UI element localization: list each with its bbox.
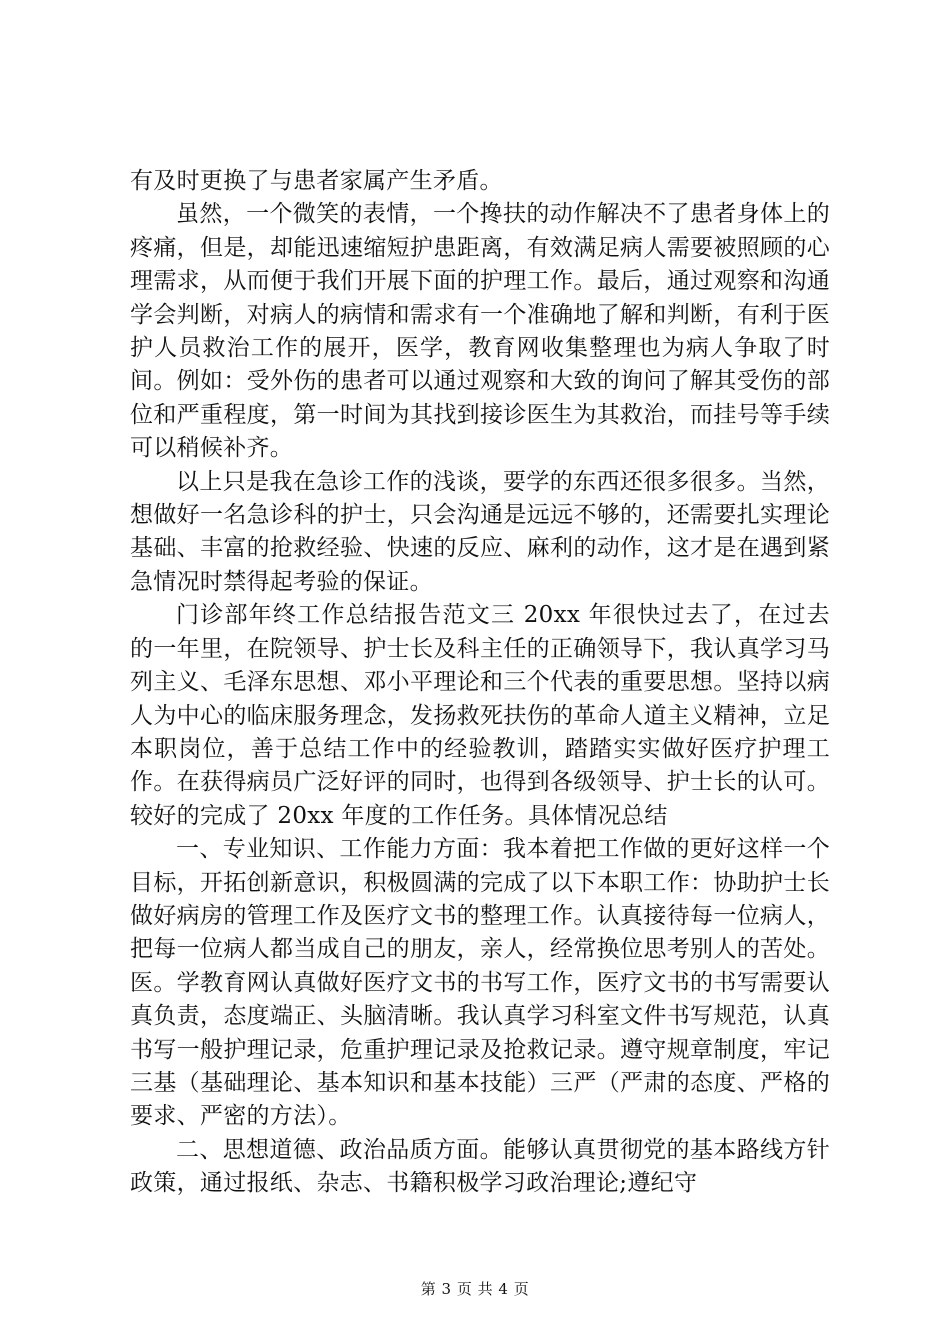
- document-body: [130, 165, 830, 1201]
- paragraph-continuation: 有及时更换了与患者家属产生矛盾。: [130, 168, 503, 194]
- paragraph-annual-report-intro: 门诊部年终工作总结报告范文三 20xx 年很快过去了，在过去的一年里，在院领导、护士长及科主任的正确领导下，我认真学习马列主义、毛泽东思想、邓小平理论和三个代表的重要思想。坚持以病人为中心的临床服务理念，发扬救死扶伤的革命人道主义精神，立足本职岗位，善于总结工作中的经验教训，踏踏实实做好医疗护理工作。在获得病员广泛好评的同时，也得到各级领导、护士长的认可。较好的完成了 20xx 年度的工作任务。具体情况总结: [130, 602, 830, 829]
- paragraph-emergency-summary: 以上只是我在急诊工作的浅谈，要学的东西还很多很多。当然，想做好一名急诊科的护士，只会沟通是远远不够的，还需要扎实理论基础、丰富的抢救经验、快速的反应、麻利的动作，这才是在遇到紧急情况时禁得起考验的保证。: [130, 468, 830, 595]
- page-footer: 第 3 页 共 4 页: [420, 1280, 530, 1298]
- paragraph-political-ethics: 二、思想道德、政治品质方面。能够认真贯彻党的基本路线方针政策，通过报纸、杂志、书籍积极学习政治理论;遵纪守: [130, 1136, 830, 1197]
- paragraph-communication: 虽然，一个微笑的表情，一个搀扶的动作解决不了患者身体上的疼痛，但是，却能迅速缩短护患距离，有效满足病人需要被照顾的心理需求，从而便于我们开展下面的护理工作。最后，通过观察和沟通学会判断，对病人的病情和需求有一个准确地了解和判断，有利于医护人员救治工作的展开，医学，教育网收集整理也为病人争取了时间。例如：受外伤的患者可以通过观察和大致的询问了解其受伤的部位和严重程度，第一时间为其找到接诊医生为其救治，而挂号等手续可以稍候补齐。: [130, 201, 830, 462]
- paragraph-professional-skills: 一、专业知识、工作能力方面：我本着把工作做的更好这样一个目标，开拓创新意识，积极圆满的完成了以下本职工作：协助护士长做好病房的管理工作及医疗文书的整理工作。认真接待每一位病人，把每一位病人都当成自己的朋友，亲人，经常换位思考别人的苦处。医。学教育网认真做好医疗文书的书写工作，医疗文书的书写需要认真负责，态度端正、头脑清晰。我认真学习科室文件书写规范，认真书写一般护理记录，危重护理记录及抢救记录。遵守规章制度，牢记三基（基础理论、基本知识和基本技能）三严（严肃的态度、严格的要求、严密的方法）。: [130, 836, 830, 1130]
